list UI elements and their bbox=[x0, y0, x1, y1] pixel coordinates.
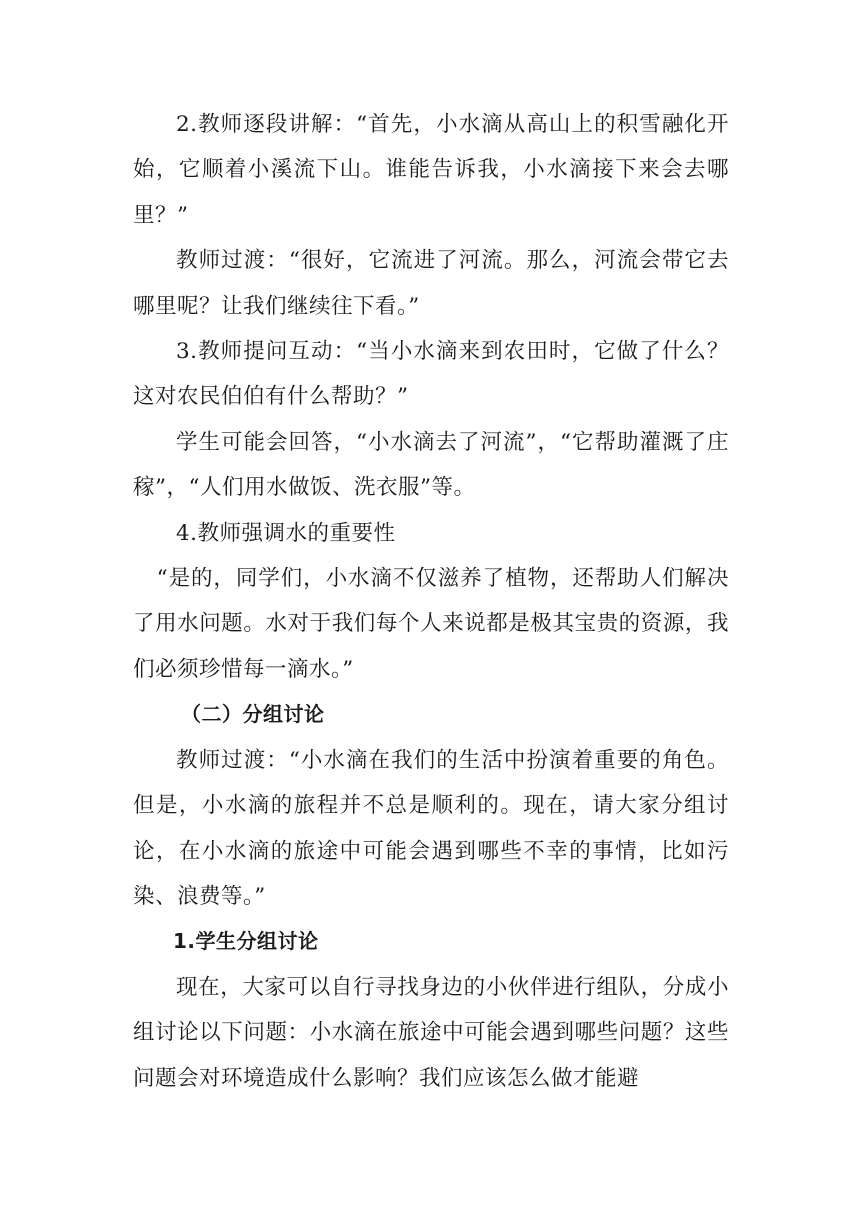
document-body bbox=[133, 102, 729, 1101]
paragraph-emphasis-title: 4.教师强调水的重要性 bbox=[176, 520, 396, 546]
paragraph-teacher-transition-1: 教师过渡：“很好，它流进了河流。那么，河流会带它去哪里呢？让我们继续往下看。” bbox=[133, 248, 729, 319]
section-heading-group-discussion: （二）分组讨论 bbox=[181, 702, 325, 727]
subheading-student-discussion: 1.学生分组讨论 bbox=[173, 929, 319, 954]
paragraph-emphasis-quote: “是的，同学们，小水滴不仅滋养了植物，还帮助人们解决了用水问题。水对于我们每个人来说都是极其宝贵的资源，我们必须珍惜每一滴水。” bbox=[133, 566, 729, 682]
paragraph-teacher-question: 3.教师提问互动：“当小水滴来到农田时，它做了什么？这对农民伯伯有什么帮助？” bbox=[133, 339, 729, 410]
paragraph-teacher-transition-2: 教师过渡：“小水滴在我们的生活中扮演着重要的角色。但是，小水滴的旅程并不总是顺利的。现在，请大家分组讨论，在小水滴的旅途中可能会遇到哪些不幸的事情，比如污染、浪费等。” bbox=[133, 747, 729, 909]
paragraph-discussion-instructions: 现在，大家可以自行寻找身边的小伙伴进行组队，分成小组讨论以下问题：小水滴在旅途中可能会遇到哪些问题？这些问题会对环境造成什么影响？我们应该怎么做才能避 bbox=[133, 974, 729, 1091]
paragraph-teacher-explanation: 2.教师逐段讲解：“首先，小水滴从高山上的积雪融化开始，它顺着小溪流下山。谁能告诉我，小水滴接下来会去哪里？” bbox=[133, 112, 729, 228]
paragraph-student-answers: 学生可能会回答，“小水滴去了河流”，“它帮助灌溉了庄稼”，“人们用水做饭、洗衣服”等。 bbox=[133, 429, 729, 501]
